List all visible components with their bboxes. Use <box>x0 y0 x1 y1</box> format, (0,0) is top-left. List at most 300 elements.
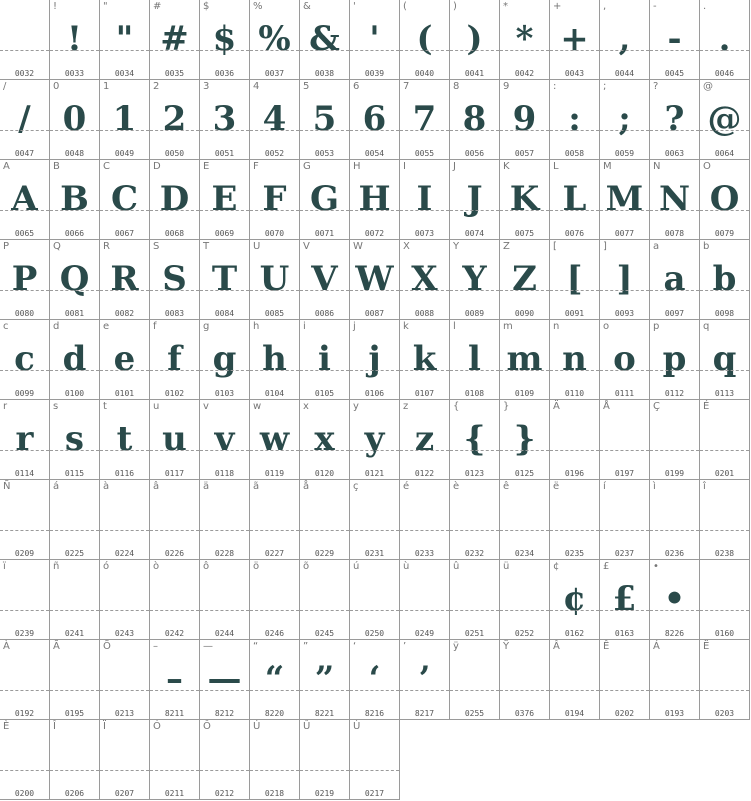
glyph-sample: y <box>364 419 385 459</box>
glyph-cell-label: P <box>3 241 10 252</box>
glyph-sample: 7 <box>412 99 437 139</box>
glyph-code: 0066 <box>64 229 85 238</box>
glyph-cell-label: + <box>553 1 562 12</box>
glyph-cell <box>0 80 50 160</box>
glyph-cell-label: G <box>303 161 311 172</box>
glyph-cell-label: F <box>253 161 259 172</box>
baseline-guide <box>550 610 599 611</box>
glyph-code: 0206 <box>64 789 85 798</box>
baseline-guide <box>500 210 549 211</box>
glyph-sample: n <box>562 339 587 379</box>
baseline-guide <box>600 130 649 131</box>
glyph-cell <box>0 560 50 640</box>
baseline-guide <box>0 610 49 611</box>
baseline-guide <box>350 210 399 211</box>
glyph-cell <box>650 320 700 400</box>
glyph-code: 0071 <box>314 229 335 238</box>
glyph-cell <box>450 480 500 560</box>
baseline-guide <box>450 50 499 51</box>
glyph-sample: P <box>11 259 38 299</box>
glyph-cell-label: 3 <box>203 81 210 92</box>
glyph-cell-label: i <box>303 321 306 332</box>
glyph-cell <box>500 640 550 720</box>
glyph-code: 0213 <box>114 709 135 718</box>
glyph-cell <box>450 0 500 80</box>
glyph-sample: v <box>214 419 235 459</box>
baseline-guide <box>500 530 549 531</box>
glyph-code: 0243 <box>114 629 135 638</box>
glyph-cell <box>100 480 150 560</box>
glyph-code: 0226 <box>164 549 185 558</box>
glyph-code: 0050 <box>164 149 185 158</box>
glyph-code: 0039 <box>364 69 385 78</box>
glyph-code: 0090 <box>514 309 535 318</box>
baseline-guide <box>150 530 199 531</box>
glyph-cell <box>550 320 600 400</box>
glyph-code: 0069 <box>214 229 235 238</box>
glyph-code: 0233 <box>414 549 435 558</box>
glyph-cell <box>650 480 700 560</box>
glyph-cell <box>150 480 200 560</box>
glyph-code: 0099 <box>14 389 35 398</box>
glyph-code: 0120 <box>314 469 335 478</box>
glyph-sample: B <box>60 179 89 219</box>
glyph-code: 0114 <box>14 469 35 478</box>
glyph-sample: L <box>562 179 587 219</box>
glyph-sample: j <box>368 339 381 379</box>
baseline-guide <box>700 130 749 131</box>
glyph-cell-label: é <box>403 481 410 492</box>
glyph-sample <box>100 734 149 784</box>
glyph-cell-label: * <box>503 1 508 12</box>
glyph-cell-label: ü <box>503 561 510 572</box>
glyph-cell <box>550 80 600 160</box>
glyph-cell <box>700 160 750 240</box>
glyph-code: 0034 <box>114 69 135 78</box>
glyph-cell-label: . <box>703 1 707 12</box>
glyph-cell-label: a <box>653 241 660 252</box>
baseline-guide <box>50 290 99 291</box>
glyph-code: 0218 <box>264 789 285 798</box>
glyph-code: 0119 <box>264 469 285 478</box>
glyph-sample: F <box>262 179 287 219</box>
baseline-guide <box>0 690 49 691</box>
glyph-sample: @ <box>707 99 742 139</box>
glyph-cell-label: U <box>253 241 261 252</box>
glyph-cell <box>350 560 400 640</box>
glyph-cell <box>50 720 100 800</box>
glyph-code: 8220 <box>264 709 285 718</box>
baseline-guide <box>550 530 599 531</box>
baseline-guide <box>300 50 349 51</box>
glyph-cell-label: e <box>103 321 110 332</box>
glyph-code: 0055 <box>414 149 435 158</box>
glyph-sample: ] <box>616 259 633 299</box>
baseline-guide <box>150 770 199 771</box>
glyph-cell-label: Õ <box>103 641 111 652</box>
glyph-sample <box>150 734 199 784</box>
glyph-code: 0064 <box>714 149 735 158</box>
glyph-cell-label: Q <box>53 241 61 252</box>
glyph-code: 0107 <box>414 389 435 398</box>
glyph-code: 0082 <box>114 309 135 318</box>
glyph-sample: z <box>414 419 435 459</box>
baseline-guide <box>550 290 599 291</box>
glyph-cell-label: J <box>453 161 456 172</box>
glyph-sample: N <box>658 179 691 219</box>
glyph-sample <box>600 414 649 464</box>
glyph-cell-label: , <box>603 1 607 12</box>
glyph-cell-label: 8 <box>453 81 460 92</box>
glyph-cell-label: n <box>553 321 560 332</box>
glyph-code: 0110 <box>564 389 585 398</box>
glyph-code: 0244 <box>214 629 235 638</box>
glyph-cell-label: Y <box>453 241 460 252</box>
glyph-code: 8226 <box>664 629 685 638</box>
glyph-sample: ? <box>664 99 685 139</box>
glyph-code: 0117 <box>164 469 185 478</box>
glyph-sample: ) <box>466 19 483 59</box>
glyph-code: 0102 <box>164 389 185 398</box>
baseline-guide <box>350 530 399 531</box>
glyph-code: 0123 <box>464 469 485 478</box>
glyph-cell <box>300 240 350 320</box>
glyph-cell-label: è <box>453 481 460 492</box>
glyph-cell-label: # <box>153 1 162 12</box>
glyph-cell-label: % <box>253 1 263 12</box>
glyph-cell-label: k <box>403 321 409 332</box>
glyph-cell <box>350 720 400 800</box>
glyph-cell-label: 4 <box>253 81 260 92</box>
baseline-guide <box>300 450 349 451</box>
glyph-cell-label: Â <box>553 641 560 652</box>
glyph-code: 0207 <box>114 789 135 798</box>
glyph-cell <box>50 0 100 80</box>
glyph-code: 8211 <box>164 709 185 718</box>
glyph-code: 0376 <box>514 709 535 718</box>
glyph-cell-label: 2 <box>153 81 160 92</box>
glyph-cell-label: 6 <box>353 81 360 92</box>
glyph-code: 0045 <box>664 69 685 78</box>
glyph-code: 0234 <box>514 549 535 558</box>
glyph-cell <box>700 240 750 320</box>
glyph-cell-label: î <box>703 481 706 492</box>
glyph-cell-label: 0 <box>53 81 60 92</box>
glyph-cell-label: ? <box>653 81 659 92</box>
glyph-code: 0106 <box>364 389 385 398</box>
baseline-guide <box>250 770 299 771</box>
baseline-guide <box>400 290 449 291</box>
glyph-cell <box>450 160 500 240</box>
glyph-sample: c <box>14 339 35 379</box>
glyph-cell <box>550 240 600 320</box>
glyph-cell <box>300 640 350 720</box>
glyph-cell <box>50 80 100 160</box>
baseline-guide <box>50 130 99 131</box>
baseline-guide <box>450 530 499 531</box>
glyph-cell <box>600 240 650 320</box>
baseline-guide <box>400 50 449 51</box>
glyph-sample: o <box>613 339 636 379</box>
glyph-sample: i <box>318 339 331 379</box>
glyph-cell <box>0 320 50 400</box>
glyph-code: 0037 <box>264 69 285 78</box>
glyph-sample <box>600 494 649 544</box>
glyph-code: 0089 <box>464 309 485 318</box>
glyph-cell <box>450 560 500 640</box>
glyph-cell-label: x <box>303 401 309 412</box>
glyph-code: 0075 <box>514 229 535 238</box>
glyph-sample: q <box>712 339 737 379</box>
baseline-guide <box>700 450 749 451</box>
glyph-cell-label: r <box>3 401 8 412</box>
glyph-code: 0068 <box>164 229 185 238</box>
glyph-sample: 0 <box>62 99 87 139</box>
baseline-guide <box>350 690 399 691</box>
glyph-cell-label: Ï <box>103 721 106 732</box>
glyph-code: 8212 <box>214 709 235 718</box>
glyph-cell-label: s <box>53 401 59 412</box>
baseline-guide <box>300 210 349 211</box>
baseline-guide <box>100 50 149 51</box>
glyph-cell <box>0 400 50 480</box>
glyph-sample: - <box>667 19 682 59</box>
glyph-cell-label: f <box>153 321 157 332</box>
glyph-code: 0091 <box>564 309 585 318</box>
glyph-cell-label: 7 <box>403 81 410 92</box>
glyph-cell-label: ‘ <box>353 641 357 652</box>
baseline-guide <box>300 690 349 691</box>
glyph-cell <box>500 480 550 560</box>
baseline-guide <box>700 690 749 691</box>
glyph-cell <box>500 400 550 480</box>
baseline-guide <box>250 370 299 371</box>
glyph-cell <box>600 320 650 400</box>
glyph-code: 0122 <box>414 469 435 478</box>
baseline-guide <box>300 530 349 531</box>
glyph-cell-label: ê <box>503 481 510 492</box>
baseline-guide <box>100 610 149 611</box>
glyph-code: 0125 <box>514 469 535 478</box>
baseline-guide <box>650 210 699 211</box>
glyph-code: 0236 <box>664 549 685 558</box>
glyph-cell <box>150 720 200 800</box>
glyph-cell-label: ì <box>653 481 656 492</box>
baseline-guide <box>0 290 49 291</box>
glyph-cell-label: ï <box>3 561 6 572</box>
glyph-cell <box>200 720 250 800</box>
glyph-code: 0063 <box>664 149 685 158</box>
glyph-code: 0044 <box>614 69 635 78</box>
glyph-sample <box>650 654 699 704</box>
glyph-cell <box>550 160 600 240</box>
glyph-code: 0193 <box>664 709 685 718</box>
glyph-cell <box>600 0 650 80</box>
glyph-cell <box>500 240 550 320</box>
baseline-guide <box>150 690 199 691</box>
glyph-cell <box>450 400 500 480</box>
baseline-guide <box>550 450 599 451</box>
glyph-cell <box>400 240 450 320</box>
glyph-code: 0097 <box>664 309 685 318</box>
glyph-cell-label: b <box>703 241 710 252</box>
glyph-sample <box>550 414 599 464</box>
glyph-sample <box>350 494 399 544</box>
glyph-cell <box>650 400 700 480</box>
glyph-sample: U <box>259 259 290 299</box>
glyph-code: 0241 <box>64 629 85 638</box>
baseline-guide <box>200 610 249 611</box>
glyph-cell-label: d <box>53 321 60 332</box>
glyph-cell-label: v <box>203 401 209 412</box>
glyph-code: 0235 <box>564 549 585 558</box>
glyph-cell-label: ' <box>353 1 356 12</box>
glyph-sample <box>700 654 749 704</box>
baseline-guide <box>50 370 99 371</box>
baseline-guide <box>550 370 599 371</box>
glyph-code: 0105 <box>314 389 335 398</box>
glyph-cell-label: V <box>303 241 310 252</box>
baseline-guide <box>400 610 449 611</box>
glyph-sample: { <box>463 419 486 459</box>
glyph-cell-label: y <box>353 401 359 412</box>
glyph-cell-label: • <box>653 561 659 572</box>
glyph-cell <box>250 400 300 480</box>
glyph-cell <box>0 0 50 80</box>
baseline-guide <box>200 530 249 531</box>
glyph-cell <box>100 560 150 640</box>
glyph-sample: b <box>712 259 737 299</box>
glyph-sample: “ <box>264 659 285 699</box>
glyph-code: 0162 <box>564 629 585 638</box>
glyph-sample: 2 <box>162 99 187 139</box>
glyph-sample: p <box>662 339 687 379</box>
glyph-cell-label: D <box>153 161 161 172</box>
glyph-sample: Y <box>462 259 487 299</box>
glyph-sample <box>100 494 149 544</box>
glyph-sample: : <box>568 99 581 139</box>
baseline-guide <box>150 50 199 51</box>
glyph-sample: , <box>618 19 631 59</box>
glyph-cell-label: A <box>3 161 10 172</box>
glyph-sample: D <box>159 179 190 219</box>
glyph-code: 0033 <box>64 69 85 78</box>
glyph-cell-label: " <box>103 1 108 12</box>
glyph-sample: k <box>412 339 437 379</box>
glyph-code: 0100 <box>64 389 85 398</box>
baseline-guide <box>500 450 549 451</box>
glyph-sample: 4 <box>262 99 287 139</box>
glyph-cell <box>150 0 200 80</box>
baseline-guide <box>50 690 99 691</box>
baseline-guide <box>600 450 649 451</box>
glyph-cell <box>200 560 250 640</box>
glyph-code: 0080 <box>14 309 35 318</box>
baseline-guide <box>0 210 49 211</box>
baseline-guide <box>200 450 249 451</box>
baseline-guide <box>600 690 649 691</box>
glyph-cell <box>600 480 650 560</box>
glyph-sample: ¢ <box>562 579 587 619</box>
glyph-code: 0070 <box>264 229 285 238</box>
glyph-code: 0054 <box>364 149 385 158</box>
glyph-cell-label: ã <box>253 481 260 492</box>
glyph-cell-label: Ñ <box>3 481 11 492</box>
baseline-guide <box>250 210 299 211</box>
glyph-cell <box>400 400 450 480</box>
baseline-guide <box>600 530 649 531</box>
glyph-code: 0032 <box>14 69 35 78</box>
baseline-guide <box>100 210 149 211</box>
glyph-cell-label: 1 <box>103 81 110 92</box>
glyph-cell-label: t <box>103 401 107 412</box>
glyph-sample: K <box>509 179 540 219</box>
baseline-guide <box>700 210 749 211</box>
glyph-cell <box>600 80 650 160</box>
glyph-code: 0103 <box>214 389 235 398</box>
glyph-cell <box>150 400 200 480</box>
glyph-sample: 9 <box>512 99 537 139</box>
glyph-sample: & <box>309 19 340 59</box>
glyph-cell <box>350 160 400 240</box>
glyph-code: 0047 <box>14 149 35 158</box>
glyph-sample: S <box>162 259 187 299</box>
glyph-cell-label: R <box>103 241 110 252</box>
glyph-code: 0057 <box>514 149 535 158</box>
glyph-code: 0251 <box>464 629 485 638</box>
baseline-guide <box>100 290 149 291</box>
glyph-sample: ' <box>369 19 380 59</box>
glyph-cell <box>250 480 300 560</box>
baseline-guide <box>500 50 549 51</box>
baseline-guide <box>550 130 599 131</box>
glyph-sample <box>0 494 49 544</box>
glyph-code: 0192 <box>14 709 35 718</box>
glyph-cell-label: ( <box>403 1 407 12</box>
glyph-sample: e <box>113 339 136 379</box>
baseline-guide <box>650 370 699 371</box>
glyph-cell-label: â <box>153 481 160 492</box>
baseline-guide <box>650 130 699 131</box>
glyph-code: 0209 <box>14 549 35 558</box>
glyph-cell <box>100 160 150 240</box>
glyph-cell <box>500 0 550 80</box>
glyph-code: 0076 <box>564 229 585 238</box>
glyph-sample: T <box>211 259 238 299</box>
baseline-guide <box>700 290 749 291</box>
glyph-cell <box>400 640 450 720</box>
glyph-cell <box>100 320 150 400</box>
glyph-cell-label: q <box>703 321 710 332</box>
glyph-code: 0035 <box>164 69 185 78</box>
glyph-sample: 1 <box>112 99 137 139</box>
glyph-sample <box>700 574 749 624</box>
glyph-cell-label: Ê <box>603 641 610 652</box>
glyph-code: 0088 <box>414 309 435 318</box>
glyph-cell <box>550 560 600 640</box>
glyph-cell <box>700 320 750 400</box>
baseline-guide <box>50 530 99 531</box>
baseline-guide <box>250 290 299 291</box>
glyph-code: 0111 <box>614 389 635 398</box>
glyph-code: 0195 <box>64 709 85 718</box>
glyph-cell-label: Ù <box>353 721 361 732</box>
glyph-cell <box>50 480 100 560</box>
glyph-cell-label: X <box>403 241 410 252</box>
glyph-code: 8216 <box>364 709 385 718</box>
glyph-cell-label: à <box>103 481 110 492</box>
glyph-cell-label: Ô <box>203 721 211 732</box>
